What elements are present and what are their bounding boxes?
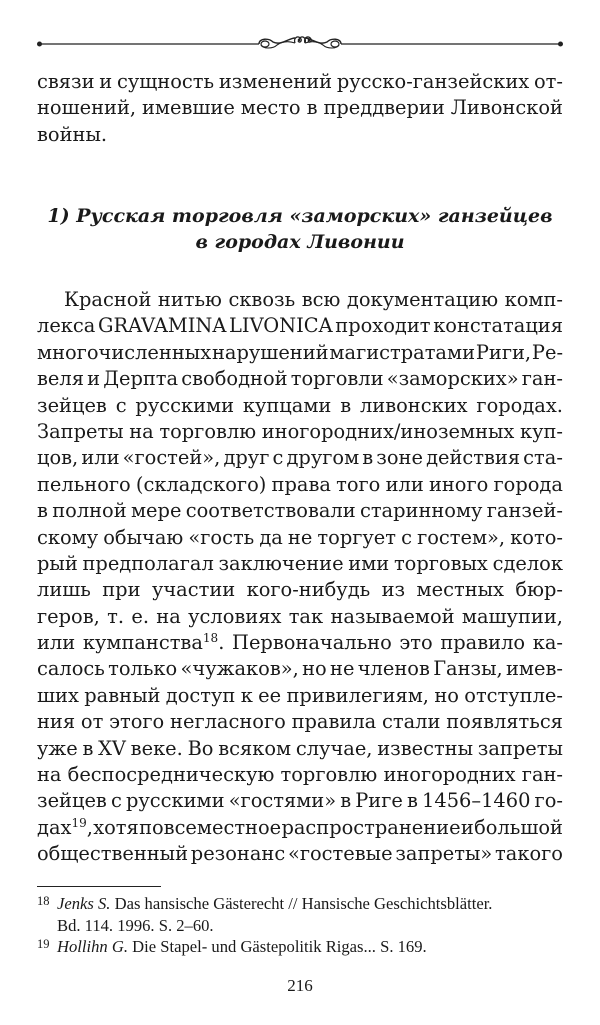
- word: ния: [37, 710, 76, 734]
- word: сделок: [492, 551, 563, 575]
- word: купцами: [242, 393, 332, 417]
- word: нитью: [157, 288, 222, 311]
- word: права: [271, 472, 331, 496]
- word: с: [115, 393, 127, 417]
- section-heading-line-2: в городах Ливонии: [195, 231, 405, 254]
- word: привилегиям,: [286, 683, 429, 707]
- word: обычаю: [103, 525, 184, 549]
- word: изменений: [218, 70, 333, 93]
- word: условиях: [188, 604, 282, 628]
- word: дах$^{19}$,: [37, 815, 93, 839]
- fleuron-ornament-icon: [37, 36, 563, 52]
- word: негласного: [170, 710, 286, 734]
- word: GRAVAMINA: [98, 314, 227, 338]
- word: в: [37, 499, 48, 523]
- word: ка-: [532, 631, 563, 655]
- word: предполагал: [82, 551, 214, 575]
- text-line: [37, 762, 563, 788]
- text-line: [37, 287, 563, 313]
- word: ших: [37, 683, 79, 707]
- word: такого: [495, 842, 563, 866]
- word: на: [129, 419, 154, 443]
- word: и: [87, 367, 101, 391]
- word: торговли: [290, 367, 384, 391]
- word: веке.: [130, 736, 183, 760]
- text-line: [37, 841, 563, 867]
- word: в: [306, 96, 318, 120]
- footnote-separator: [37, 886, 161, 887]
- word: Запреты: [37, 419, 124, 443]
- word: иногородних/иноземных: [261, 419, 515, 443]
- word: иного: [428, 472, 489, 496]
- word: да: [259, 525, 283, 549]
- footnote-author: Jenks S.: [57, 894, 111, 913]
- word: место: [240, 96, 301, 120]
- footnote-18: [37, 893, 563, 915]
- word: и: [99, 70, 113, 93]
- word: на: [37, 763, 62, 787]
- text-line: [37, 815, 563, 841]
- word: ливонских: [359, 393, 468, 417]
- word: торговых: [393, 551, 488, 575]
- word: Риги,: [475, 340, 532, 364]
- word: правило: [440, 631, 526, 655]
- page-number: 216: [287, 976, 313, 995]
- word: «гостями»: [228, 789, 337, 813]
- word: торговлю: [280, 763, 378, 787]
- word: го-: [534, 789, 563, 813]
- word: хотя: [93, 815, 139, 839]
- text-line: [37, 683, 563, 709]
- word: на: [156, 604, 181, 628]
- word: того: [336, 472, 381, 496]
- word: отступле-: [464, 683, 563, 707]
- word: распространение: [281, 815, 461, 839]
- word: Риге: [355, 789, 403, 813]
- word: зейцев: [37, 393, 107, 417]
- text-line: [37, 472, 563, 498]
- footnote-reference[interactable]: 18: [202, 631, 219, 646]
- word: запреты: [477, 736, 563, 760]
- footnote-citation: Das hansische Gästerecht // Hansische Geschichtsblätter.: [110, 894, 493, 913]
- word: веля: [37, 367, 84, 391]
- word: от: [80, 710, 104, 734]
- word: имев-: [506, 657, 563, 681]
- text-line: [37, 604, 563, 630]
- footnote-citation: Die Stapel- und Gästepolitik Rigas... S. 169.: [128, 937, 427, 956]
- word: городах.: [476, 393, 563, 417]
- continuation-paragraph: [37, 69, 563, 148]
- word: LIVONICA: [229, 314, 333, 338]
- word: города: [493, 472, 563, 496]
- word: но: [434, 683, 459, 707]
- word: «гостевые: [287, 842, 393, 866]
- word: с: [272, 446, 284, 470]
- word: запреты»: [395, 842, 493, 866]
- word: пельного: [37, 472, 131, 496]
- footnote-number: 19: [37, 937, 50, 951]
- word: другом: [286, 446, 360, 470]
- word: документацию: [346, 288, 499, 311]
- word: появляться: [446, 710, 563, 734]
- word: с: [110, 789, 122, 813]
- word: лишь: [37, 578, 91, 602]
- word: многочисленных: [37, 340, 212, 364]
- word: гостем»,: [417, 525, 506, 549]
- word: всяком: [218, 736, 292, 760]
- text-line: [37, 551, 563, 577]
- footnotes: [37, 893, 563, 958]
- word: это: [399, 631, 433, 655]
- word: местных: [416, 578, 504, 602]
- word: стали: [382, 710, 441, 734]
- word: ими: [348, 551, 390, 575]
- word: ганзей-: [486, 499, 563, 523]
- body-paragraph: [37, 287, 563, 868]
- word: констатация: [433, 314, 563, 338]
- word: зейцев: [37, 789, 107, 813]
- word: членов: [357, 657, 430, 681]
- word: участии: [151, 578, 236, 602]
- word: Первоначально: [232, 631, 392, 655]
- word: Ганзы,: [433, 657, 503, 681]
- word: друг: [223, 446, 270, 470]
- word: рый: [37, 551, 78, 575]
- word: повсеместное: [139, 815, 282, 839]
- word: в: [82, 736, 94, 760]
- word: резонанс: [190, 842, 286, 866]
- text-line: [37, 656, 563, 682]
- word: не: [287, 525, 313, 549]
- word: в: [340, 789, 352, 813]
- word: войны.: [37, 122, 108, 146]
- word: т.: [107, 604, 125, 628]
- word: так: [288, 604, 324, 628]
- word: русскими: [125, 789, 225, 813]
- text-line: [37, 498, 563, 524]
- word: к: [240, 683, 253, 707]
- word: или: [385, 472, 424, 496]
- word: от-: [534, 70, 563, 93]
- word: (складского): [135, 472, 267, 496]
- word: называемой: [330, 604, 455, 628]
- word: сквозь: [228, 288, 296, 311]
- word: в: [340, 393, 352, 417]
- word: е.: [131, 604, 149, 628]
- word: из: [381, 578, 406, 602]
- word: имевшие: [142, 96, 235, 120]
- text-line: [37, 525, 563, 551]
- word: полной: [52, 499, 127, 523]
- word: скому: [37, 525, 99, 549]
- word: Ливонской: [450, 96, 563, 120]
- text-line: [37, 577, 563, 603]
- word: Дерпта: [103, 367, 179, 391]
- word: или: [37, 631, 76, 655]
- word: доступ: [165, 683, 236, 707]
- text-line: [37, 419, 563, 445]
- footnote-18-continuation: Bd. 114. 1996. S. 2–60.: [57, 915, 214, 935]
- word: большой: [474, 815, 563, 839]
- word: Красной: [64, 288, 152, 311]
- section-heading-line-1: 1) Русская торговля «заморских» ганзейцев: [47, 205, 553, 227]
- word: иногородних: [383, 763, 516, 787]
- word: XV: [98, 736, 126, 760]
- word: русско-ганзейских: [336, 70, 530, 93]
- word: с: [401, 525, 412, 549]
- word: магистратами: [329, 340, 476, 364]
- word: куп-: [519, 419, 563, 443]
- text-line: [37, 736, 563, 762]
- text-line: [37, 366, 563, 392]
- word: торгует: [317, 525, 397, 549]
- footnote-number: 18: [37, 894, 50, 908]
- word: ган-: [521, 763, 563, 787]
- word: случае,: [295, 736, 373, 760]
- word: цов,: [37, 446, 79, 470]
- word: не: [330, 657, 355, 681]
- text-line: [37, 393, 563, 419]
- word: свободной: [181, 367, 288, 391]
- word: всю: [301, 288, 341, 311]
- word: сущность: [117, 70, 215, 93]
- word: проходит: [335, 314, 431, 338]
- word: «гостей»,: [122, 446, 221, 470]
- word: в: [362, 446, 374, 470]
- text-line: [37, 709, 563, 735]
- word: известны: [377, 736, 474, 760]
- text-line: [37, 95, 563, 121]
- text-line: [37, 630, 563, 656]
- text-line: [37, 69, 563, 95]
- word: бюр-: [515, 578, 563, 602]
- word: старинному: [359, 499, 483, 523]
- footnote-19: [37, 936, 563, 958]
- section-heading: [37, 203, 563, 256]
- word: зоне: [376, 446, 423, 470]
- word: и: [460, 815, 474, 839]
- word: в: [406, 789, 418, 813]
- word: связи: [37, 70, 95, 93]
- footnote-text: [57, 893, 563, 915]
- text-line: [37, 340, 563, 366]
- word: заключение: [218, 551, 344, 575]
- word: правила: [291, 710, 377, 734]
- word: машупии,: [461, 604, 563, 628]
- word: ее: [258, 683, 282, 707]
- word: Ре-: [531, 340, 563, 364]
- word: равный: [84, 683, 161, 707]
- word: геров,: [37, 604, 100, 628]
- word: ста-: [523, 446, 563, 470]
- word: салось: [37, 657, 105, 681]
- word: 1456–1460: [422, 789, 531, 813]
- word: кото-: [510, 525, 563, 549]
- word: ношений,: [37, 96, 137, 120]
- text-line: [37, 313, 563, 339]
- text-line: [37, 122, 563, 148]
- word: торговлю: [159, 419, 257, 443]
- text-line: [37, 445, 563, 471]
- word: мере: [130, 499, 182, 523]
- word: кумпанства$^{18}$.: [82, 631, 225, 655]
- word: кого-нибудь: [246, 578, 371, 602]
- footnote-author: Hollihn G.: [57, 937, 128, 956]
- word: действия: [426, 446, 521, 470]
- word: этого: [109, 710, 165, 734]
- footnote-text: [57, 936, 563, 958]
- word: Во: [187, 736, 214, 760]
- word: нарушений: [211, 340, 329, 364]
- word: комп-: [504, 288, 563, 311]
- footnote-reference[interactable]: 19: [71, 815, 87, 830]
- word: беспосредническую: [67, 763, 275, 787]
- header-ornament-rule: [37, 36, 563, 52]
- word: «гость: [188, 525, 255, 549]
- word: но: [302, 657, 327, 681]
- text-line: [37, 788, 563, 814]
- word: только: [108, 657, 178, 681]
- word: лекса: [37, 314, 96, 338]
- word: «чужаков»,: [180, 657, 299, 681]
- word: русскими: [135, 393, 234, 417]
- word: общественный: [37, 842, 189, 866]
- word: уже: [37, 736, 78, 760]
- word: «заморских»: [386, 367, 519, 391]
- word: соответствовали: [185, 499, 356, 523]
- word: преддверии: [323, 96, 445, 120]
- word: или: [81, 446, 120, 470]
- word: при: [102, 578, 141, 602]
- word: ган-: [521, 367, 563, 391]
